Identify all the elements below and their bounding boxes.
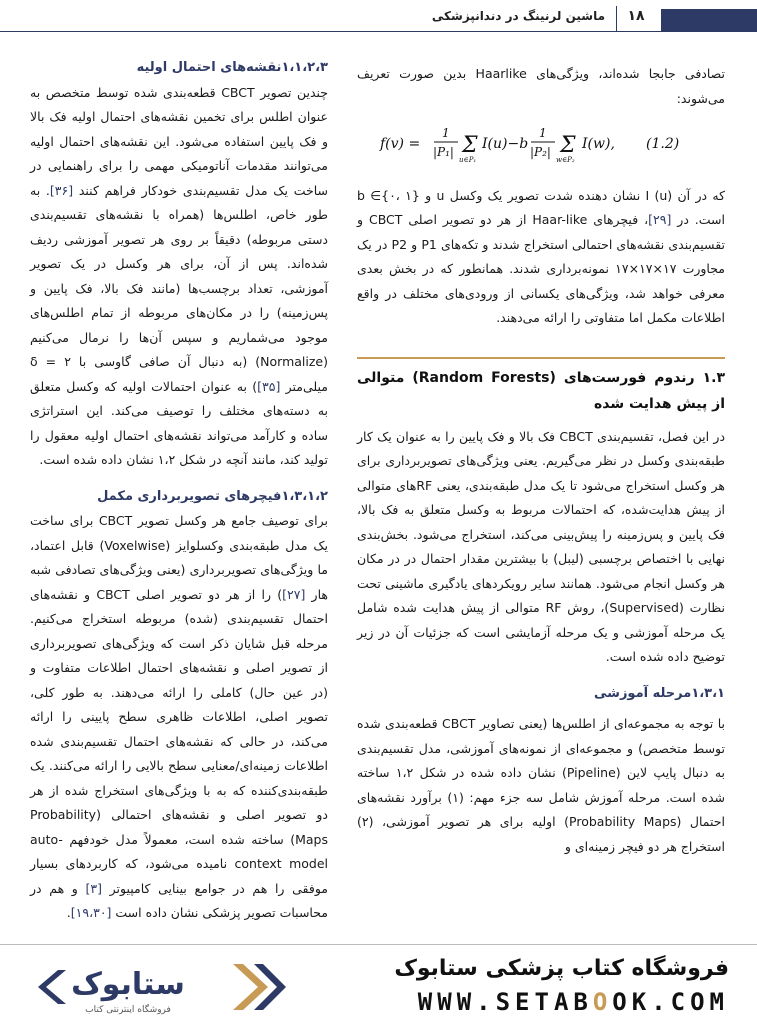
paragraph-1: که در آن I (u) نشان دهنده شدت تصویر یک وکسل u و b ∈{۰، ۱} است. در [۲۹]، فیچرهای Haar-like از هر دو تصویر اصلی CBCT و تقسیم‌بندی نقشه‌های احتمالی استخراج شدند و تکه‌های P1 و P2 در یک مجاورت ۱۷×۱۷×۱۷ نمونه‌برداری شدند. همانطور که در بخش بعدی معرفی خواهد شد، ویژگی‌های یکسانی از ورودی‌های مختلف در واقع اطلاعات مکمل اما متفاوتی را ارائه می‌دهند. <box>357 187 726 325</box>
svg-text:Σ: Σ <box>462 133 478 158</box>
citation-link[interactable]: [۲۷] <box>282 586 306 602</box>
shop-name: فروشگاه کتاب پزشکی ستابوک <box>394 956 729 981</box>
subsection-heading: ۱،۳،۱مرحله آموزشی <box>594 685 725 701</box>
svg-text:1: 1 <box>539 126 547 140</box>
shop-url[interactable]: WWW.SETABOOK.COM <box>417 988 729 1016</box>
svg-text:1: 1 <box>442 126 450 140</box>
citation-link[interactable]: [۳۶] <box>49 182 74 198</box>
left-column <box>30 56 328 926</box>
section-rule <box>357 357 725 359</box>
citation-link[interactable]: [۱۹،۳۰] <box>70 905 112 920</box>
section-heading: ۱.۳ رندوم فورست‌های (Random Forests) متوالی از پیش هدایت شده <box>357 369 725 412</box>
svg-text:f(v) =: f(v) = <box>380 136 421 152</box>
citation-link[interactable]: [۳] <box>85 880 102 896</box>
formula-1-2 <box>357 111 725 184</box>
page-header <box>0 0 757 44</box>
running-title: ماشین لرنینگ در دندانپزشکی <box>431 9 605 23</box>
header-color-block <box>661 9 757 32</box>
left-paragraph-2: برای توصیف جامع هر وکسل تصویر CBCT برای ساخت یک مدل طبقه‌بندی وکسلوایز (Voxelwise) قابل اعتماد، ما ویژگی‌های تصویربرداری (یعنی ویژگی‌های تصادفی شبه هار [۲۷]) را از هر دو تصویر اصلی CBCT و نقشه‌های احتمال تقسیم‌بندی (شده) مربوطه استخراج می‌کنیم. مرحله قبل شایان ذکر است که ویژگی‌های تصویربرداری از تصویر اصلی و نقشه‌های احتمال اطلاعات متفاوت و (در عین حال) کاملی را ارائه می‌دهند. به طور کلی، تصویر اصلی، اطلاعات ظاهری سطح پایینی را ارائه می‌کند، در حالی که نقشه‌های احتمال تقسیم‌بندی شده اطلاعات زمینه‌ای/معنایی سطح بالایی را ارائه می‌کنند. یک طبقه‌بندی‌کننده که به با ویژگی‌های استخراج شده از هر دو تصویر اصلی و نقشه‌های احتمالی (Probability Maps) ساخته شده است، معمولاً مدل خودفهم auto-context model نامیده می‌شود، که کاربردهای بسیار موفقی را هم در جوامع بینایی کامپیوتر [۳] و هم در محاسبات تصویر پزشکی نشان داده است [۱۹،۳۰]. <box>30 513 329 920</box>
paragraph-3: با توجه به مجموعه‌ای از اطلس‌ها (یعنی تصاویر CBCT قطعه‌بندی شده توسط متخصص) و مجموعه‌ای از نمونه‌های آموزشی، مدل تقسیم‌بندی به دنبال پایپ لاین (Pipeline) نشان داده شده در شکل ۱،۲ ساخته شده است. مرحله آموزش شامل سه جزء مهم: (۱) برآورد نقشه‌های احتمال (Probability Maps) اولیه برای هر تصویر آموزشی، (۲) استخراج هر دو فیچر زمینه‌ای و <box>357 716 725 854</box>
svg-text:(1.2): (1.2) <box>646 136 680 152</box>
arrow-icon <box>28 970 66 1004</box>
right-column <box>357 62 725 859</box>
svg-text:u∈P₁: u∈P₁ <box>459 156 477 163</box>
svg-text:Σ: Σ <box>560 133 576 158</box>
footer-rule <box>0 944 757 945</box>
svg-text:فروشگاه اینترنتی کتاب: فروشگاه اینترنتی کتاب <box>85 1005 171 1015</box>
formula-graphic <box>376 123 706 163</box>
svg-text:I(w),: I(w), <box>582 136 615 152</box>
header-separator <box>616 6 617 31</box>
svg-text:I(u)−b: I(u)−b <box>482 136 529 152</box>
intro-paragraph: تصادفی جابجا شده‌اند، ویژگی‌های Haarlike بدین صورت تعریف می‌شوند: <box>357 66 725 106</box>
subsection-heading-2: ۱،۳،۱،۲فیچرهای تصویربرداری مکمل <box>97 488 328 504</box>
page-number: ۱۸ <box>627 8 645 24</box>
svg-text:ستابوک: ستابوک <box>71 967 185 1002</box>
paragraph-2: در این فصل، تقسیم‌بندی CBCT فک بالا و فک پایین را به عنوان یک کار طبقه‌بندی وکسل در نظر می‌گیریم. یعنی ویژگی‌های تصویربرداری برای هر وکسل استخراج می‌شود تا یک مدل طبقه‌بندی، یعنی RFهای متوالی از پیش هدایت‌شده، که احتمالات مربوط به وکسل متعلق به فک بالا، فک پایین و پس‌زمینه را پیش‌بینی می‌کند، استخراج می‌شود. بخش‌بندی نهایی با اختصاص برچسبی (لیبل) با بیشترین مقدار احتمال در در مکان هر وکسل انجام می‌شود. همانند سایر رویکردهای یادگیری ماشینی تحت نظارت (Supervised)، روش RF متوالی از پیش هدایت شده شامل یک مرحله آموزشی و یک مرحله آزمایشی است که جزئیات آن در زیر توضیح داده شده است. <box>357 428 726 664</box>
citation-link[interactable]: [۲۹] <box>648 212 672 227</box>
setabook-logo[interactable] <box>28 956 288 1018</box>
svg-text:w∈P₂: w∈P₂ <box>556 156 575 163</box>
svg-text:|P₂|: |P₂| <box>530 145 551 159</box>
page-footer <box>0 944 757 1023</box>
subsection-heading-1: ۱،۱،۲،۳نقشه‌های احتمال اولیه <box>136 60 328 75</box>
svg-text:|P₁|: |P₁| <box>433 145 454 159</box>
left-paragraph-1: چندین تصویر CBCT قطعه‌بندی شده توسط متخصص به عنوان اطلس برای تخمین نقشه‌های احتمال اولیه فک بالا و فک پایین استفاده می‌شود. این نقشه‌های احتمال اولیه می‌توانند مقدمات آناتومیکی مهمی را برای راهنمایی در ساخت یک مدل تقسیم‌بندی خودکار فراهم کنند [۳۶]. به طور خاص، اطلس‌ها (همراه با نقشه‌های تقسیم‌بندی دستی مربوطه) دقیقاً بر روی هر تصویر آموزشی ردیف شده‌اند. پس از آن، برای هر وکسل در یک تصویر آموزشی، تعداد برچسب‌ها (مانند فک بالا، فک پایین و پس‌زمینه) را در مکان‌های مربوطه از تمام اطلس‌های موجود می‌شماریم و سپس آن‌ها را نرمال می‌کنیم (Normalize) (به دنبال آن صافی گاوسی با ۲ = δ میلی‌متر [۳۵]) به عنوان احتمالات اولیه که وکسل متعلق به دسته‌های مختلف را توصیف می‌کند. این استراتژی ساده و کارآمد می‌تواند نقشه‌های احتمال اولیه معقول را تولید کند، مانند آنچه در شکل ۱،۲ نشان داده شده است. <box>30 84 329 467</box>
chevron-icon <box>233 964 286 1010</box>
header-rule <box>0 31 757 32</box>
citation-link[interactable]: [۳۵] <box>257 378 281 394</box>
